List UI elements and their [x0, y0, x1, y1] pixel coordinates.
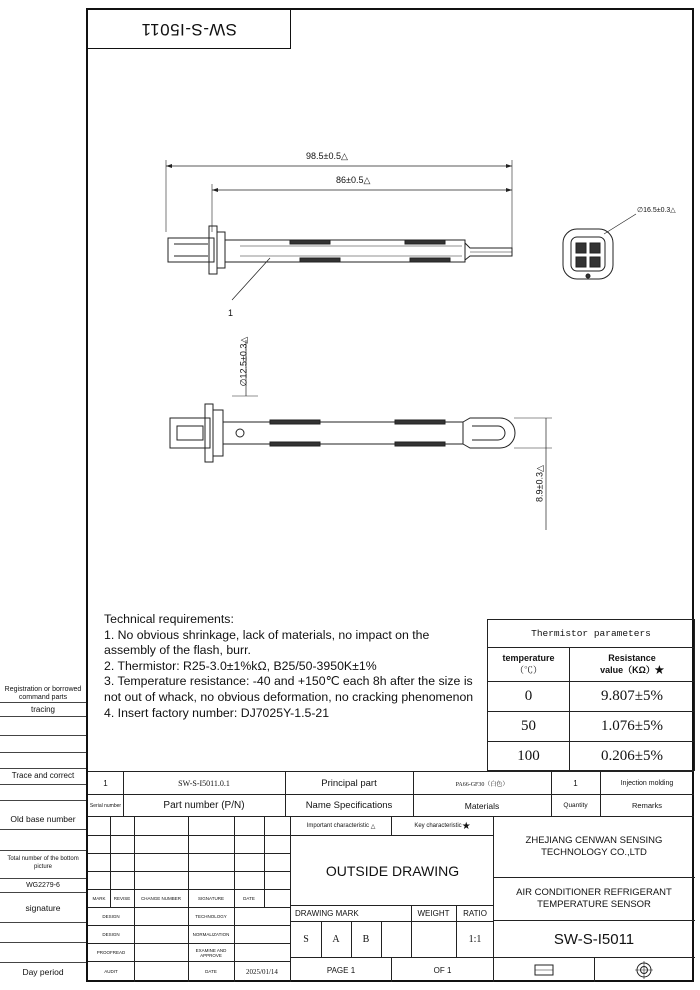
label-code: WG2279-6 [26, 882, 60, 889]
label-day-period: Day period [22, 967, 64, 977]
bom-header-serial: Serial number [89, 802, 122, 809]
title-flipped-box [88, 10, 291, 49]
divider [0, 892, 86, 893]
sig-proofread: PROOFREAD [96, 950, 126, 955]
technical-requirements [104, 612, 484, 721]
bom-part-number: SW-S-I5011.0.1 [178, 778, 230, 788]
dim-tip: 8.9±0.3△ [534, 465, 545, 502]
bom-serial: 1 [103, 778, 108, 788]
divider [0, 942, 86, 943]
of-label: OF 1 [433, 965, 452, 975]
label-signature: signature [25, 903, 61, 913]
bom-header-name: Name Specifications [305, 800, 393, 811]
sig-design: DESIGN [102, 914, 120, 919]
company-name: ZHEJIANG CENWAN SENSING TECHNOLOGY CO.,LTD [525, 835, 663, 858]
projection-circle-icon [594, 958, 694, 982]
divider [0, 922, 86, 923]
sig-header-revise: REVISE [113, 896, 131, 901]
sig-header-signature: SIGNATURE [198, 896, 224, 901]
sig-normalization: NORMALIZATION [192, 932, 230, 937]
divider [0, 962, 86, 963]
ratio-value: 1:1 [468, 934, 482, 945]
col-resistance [570, 648, 694, 682]
temp-row-1: 0 [488, 682, 570, 712]
divider [0, 850, 86, 851]
divider [0, 752, 86, 753]
title-flipped: SW-S-I5011 [140, 20, 238, 39]
label-old-base: Old base number [10, 814, 76, 824]
bom-material: PA66-GF30（白色） [455, 781, 509, 788]
star-icon: ★ [461, 820, 471, 832]
divider [0, 878, 86, 879]
divider [0, 784, 86, 785]
col-temperature-label: temperature [502, 653, 555, 663]
sig-header-mark: MARK [92, 896, 106, 901]
tech-item-4: 4. Insert factory number: DJ7025Y-1.5-21 [104, 705, 330, 720]
divider [0, 702, 86, 703]
temp-row-3: 100 [488, 742, 570, 770]
sig-date-value: 2025/01/14 [246, 967, 278, 976]
bom-qty: 1 [573, 778, 578, 788]
bom-table [88, 771, 694, 817]
balloon-1: 1 [228, 308, 234, 318]
dim-height: ∅12.5±0.3△ [238, 336, 249, 387]
key-characteristic [391, 817, 494, 835]
triangle-icon: △ [370, 823, 376, 830]
weight-label: WEIGHT [417, 909, 450, 918]
divider [0, 800, 86, 801]
label-tracing: tracing [30, 705, 55, 714]
drawing-mark-label: DRAWING MARK [295, 909, 359, 918]
dim-overall: 98.5±0.5△ [306, 151, 348, 161]
divider [0, 829, 86, 830]
divider [0, 735, 86, 736]
sig-header-change: CHANGE NUMBER [140, 896, 181, 901]
drawing-name: OUTSIDE DRAWING [325, 862, 460, 879]
divider [0, 716, 86, 717]
mark-s: S [303, 934, 309, 945]
label-total-number: Total number of the bottom picture [7, 856, 79, 870]
sig-header-date: DATE [243, 896, 255, 901]
col-temperature [488, 648, 570, 682]
temp-row-2: 50 [488, 712, 570, 742]
drawing-number: SW-S-I5011 [553, 930, 635, 948]
res-row-3: 0.206±5% [601, 747, 663, 764]
title-block-middle [290, 817, 493, 982]
bom-name: Principal part [321, 777, 377, 789]
thermistor-title: Thermistor parameters [488, 620, 694, 648]
important-characteristic-label: Important characteristic [306, 823, 370, 829]
col-temperature-unit: （℃） [514, 665, 542, 675]
dim-diameter: ∅16.5±0.3△ [637, 207, 676, 214]
mark-b: B [362, 934, 370, 945]
bom-header-part: Part number (P/N) [163, 800, 245, 811]
ratio-label: RATIO [463, 909, 487, 918]
label-trace-correct: Trace and correct [11, 771, 75, 780]
sig-date-label: DATE [205, 969, 217, 974]
tech-heading: Technical requirements: [104, 612, 234, 626]
bom-header-qty: Quantity [563, 802, 588, 809]
tech-item-1: 1. No obvious shrinkage, lack of materials, no impact on the assembly of the flash, burr. [104, 627, 430, 658]
res-row-2: 1.076±5% [570, 712, 694, 742]
sig-examine: EXAMINE AND APPROVE [195, 947, 227, 958]
product-name: AIR CONDITIONER REFRIGERANT TEMPERATURE SENSOR [516, 887, 672, 910]
important-characteristic [291, 817, 391, 835]
page-label: PAGE 1 [326, 965, 356, 975]
res-row-1: 9.807±5% [570, 682, 694, 712]
sig-technology: TECHNOLOGY [195, 914, 227, 919]
signature-grid [88, 817, 290, 982]
bom-remarks: Injection molding [620, 779, 674, 787]
thermistor-table [487, 619, 695, 771]
projection-symbol-icon [494, 958, 594, 982]
dim-body: 86±0.5△ [336, 175, 371, 185]
divider [0, 768, 86, 769]
bom-header-material: Materials [464, 800, 500, 811]
key-characteristic-label: Key characteristic [414, 823, 462, 829]
sig-design-2: DESIGN [102, 932, 120, 937]
col-resistance-unit: value（KΩ）★ [600, 665, 664, 675]
mark-a: A [332, 934, 340, 945]
col-resistance-label: Resistance [608, 653, 656, 663]
tech-item-2: 2. Thermistor: R25-3.0±1%kΩ, B25/50-3950K±1% [104, 658, 377, 673]
tech-item-3: 3. Temperature resistance: -40 and +150℃ each 8h after the size is not out of whack, no obvious deformation, no cracking phenomenon [104, 674, 474, 704]
label-registration: Registration or borrowed command parts [4, 686, 82, 701]
technical-drawing [88, 50, 694, 570]
sig-audit: AUDIT [104, 969, 118, 974]
title-block-right [493, 817, 694, 982]
bom-header-remarks: Remarks [631, 801, 662, 810]
